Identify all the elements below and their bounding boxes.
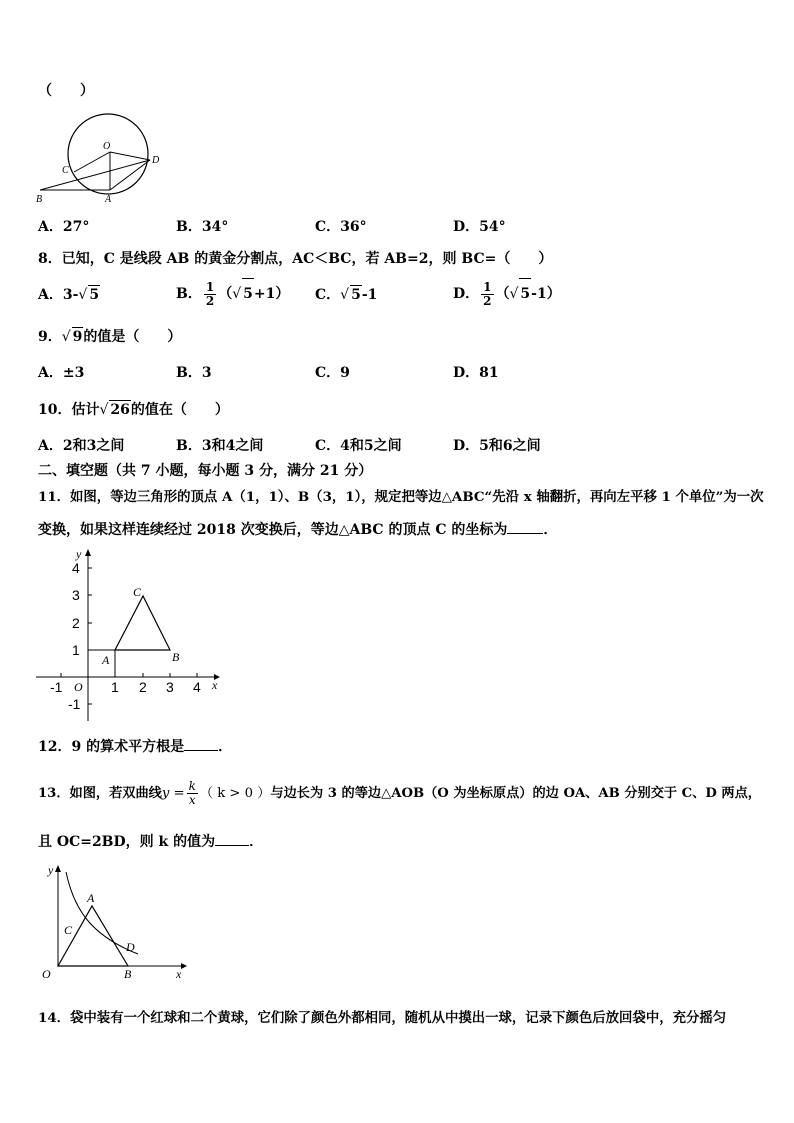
q11-xtick-4: 4 (193, 679, 201, 695)
q13-line2: 且 OC=2BD，则 k 的值为 ． (38, 834, 264, 850)
q11-line2: 变换，如果这样连续经过 2018 次变换后，等边△ABC 的顶点 C 的坐标为 ． (38, 522, 558, 538)
q11-vertex-c: C (133, 585, 142, 599)
q11-ytick-2: 2 (72, 615, 80, 631)
q10-option-d: D．5和6之间 (453, 438, 541, 454)
q7-option-b: B．34° (176, 219, 229, 235)
q13-vertex-b: B (124, 967, 132, 980)
q11-axis-x-label: x (212, 678, 218, 692)
q7-option-c: C．36° (315, 219, 367, 235)
q13-axis-x-label: x (176, 967, 182, 980)
q11-vertex-b: B (172, 650, 180, 664)
q11-xtick-2: 2 (139, 679, 147, 695)
q14-text: 14．袋中装有一个红球和二个黄球，它们除了颜色外都相同，随机从中摸出一球，记录下颜色后放回袋中，充分摇匀 (38, 1010, 727, 1026)
q7-option-d: D．54° (453, 219, 506, 235)
q8-option-a: A．3-√ 5 (38, 287, 100, 303)
q11-xtick-neg1: -1 (50, 679, 63, 695)
q13-axis-y-label: y (48, 863, 54, 877)
q13-point-d: D (126, 940, 135, 954)
q11-xtick-1: 1 (111, 679, 119, 695)
q7-paren: （ ） (38, 83, 94, 99)
q9-option-a: A．±3 (38, 365, 85, 381)
q11-line1: 11．如图，等边三角形的顶点 A（1，1）、B（3，1），规定把等边△ABC“先沿 x 轴翻折，再向左平移 1 个单位”为一次 (38, 489, 764, 505)
q9-option-b: B．3 (176, 365, 212, 381)
q8-option-d: D． $\frac{1}{2}$ （√ 5-1） (453, 279, 561, 308)
q8-option-c: C．√ 5-1 (315, 287, 378, 303)
q13-origin-label: O (42, 967, 51, 980)
q7-label-c: C (62, 165, 69, 176)
q7-label-a: A (105, 194, 112, 205)
q8-stem: 8．已知，C 是线段 AB 的黄金分割点，AC＜BC，若 AB=2，则 BC=（ ） (38, 251, 553, 267)
q11-ytick-4: 4 (72, 560, 80, 576)
q10-option-c: C．4和5之间 (315, 438, 402, 454)
q9-stem: 9．√ 9的值是（ ） (38, 329, 182, 345)
q7-option-a: A．27° (38, 219, 90, 235)
q13-vertex-a: A (87, 891, 95, 905)
q11-figure (36, 546, 226, 724)
q13-line1: 13．如图，若双曲线y = $\frac{k}{x}$ （ k > 0 ）与边长为 3 的等边△AOB（O 为坐标原点）的边 OA、AB 分别交于 C、D 两点， (38, 779, 761, 807)
q7-label-o: O (103, 141, 111, 152)
q12-text: 12．9 的算术平方根是 ． (38, 739, 233, 755)
q7-figure (30, 112, 170, 208)
q9-option-d: D．81 (453, 365, 499, 381)
q11-axis-y-label: y (76, 547, 82, 561)
q10-option-a: A．2和3之间 (38, 438, 125, 454)
q11-origin-label: O (74, 680, 83, 694)
q11-ytick-1: 1 (72, 642, 80, 658)
section-2-heading: 二、填空题（共 7 小题，每小题 3 分，满分 21 分） (38, 463, 373, 479)
q10-stem: 10．估计√ 26的值在（ ） (38, 402, 229, 418)
q13-figure (36, 862, 196, 980)
q11-xtick-3: 3 (166, 679, 174, 695)
q13-point-c: C (64, 923, 73, 937)
q10-option-b: B．3和4之间 (176, 438, 264, 454)
q8-option-b: B． $\frac{1}{2}$ （√ 5+1） (176, 279, 290, 308)
q11-vertex-a: A (102, 653, 110, 667)
q7-label-b: B (36, 194, 43, 205)
q7-label-d: D (152, 155, 160, 166)
q11-ytick-neg1: -1 (68, 696, 81, 712)
q9-option-c: C．9 (315, 365, 350, 381)
q11-ytick-3: 3 (72, 587, 80, 603)
